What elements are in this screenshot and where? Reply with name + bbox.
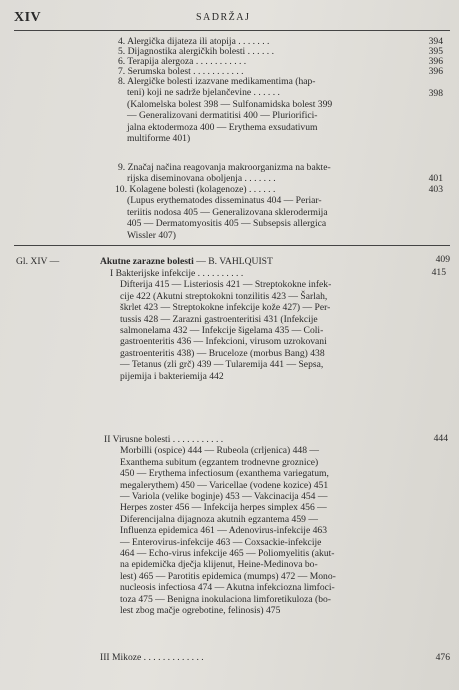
page-ref: 395: [428, 46, 443, 57]
toc-entry-9: 9. Značaj načina reagovanja makroorganizma na bakte- rijska diseminovana oboljenja . . . . . . .: [118, 162, 331, 185]
entry-text: 4. Alergička dijateza ili atopija . . . . . . .: [118, 36, 270, 47]
entry-text: 5. Dijagnostika alergičkih bolesti . . . . . .: [118, 46, 274, 57]
header-rule: [14, 30, 450, 31]
toc-entry-8: 8. Alergičke bolesti izazvane medikamentima (hap- teni) koji ne sadrže bjelančevine . . . . . . (Kalomelska bolest 398 — Sulfonamidska bolest 399 — Generalizovani dermatitisi 400 — Pluriorifici- jalna ektodermoza 400 — Erythema exsudativum multiforme 401): [118, 76, 333, 145]
page-ref: 403: [428, 184, 443, 195]
entry-text: 7. Serumska bolest . . . . . . . . . . .: [118, 66, 244, 77]
section-bacterial: I Bakterijske infekcije . . . . . . . . . . Difterija 415 — Listeriosis 421 — Streptokokne infek- cije 422 (Akutni streptokokni tonzilitis 423 — Šarlah, škrlet 423 — Streptokokne infekcije kože 427) — Per- tussis 428 — Zarazni gastroenteritisi 431 (Infekcije salmonelama 432 — Infekcije šigelama 435 — Coli- gastroenteritis 436 — Infekcioni, virusom uzrokovani gastroenteritis 438) — Bruceloze (morbus Bang) 438 — Tetanus (zli grč) 439 — Tularemija 441 — Sepsa, pijemija i bakteriemija 442: [110, 268, 332, 382]
chapter-rule: [14, 245, 450, 246]
page-ref: 409: [435, 254, 450, 265]
page-ref: 444: [433, 433, 448, 444]
page-ref: 401: [428, 173, 443, 184]
chapter-number: Gl. XIV —: [16, 256, 60, 267]
page-ref: 396: [428, 56, 443, 67]
page-ref: 398: [428, 88, 443, 99]
toc-entry-10: 10. Kolagene bolesti (kolagenoze) . . . . . . (Lupus erythematodes disseminatus 404 — Periar- teriitis nodosa 405 — Generalizovana sklerodermija 405 — Dermatomyositis 405 — Subsepsis allergica Wissler 407): [115, 184, 328, 241]
page-ref: 415: [431, 267, 446, 278]
page-ref: 476: [435, 652, 450, 663]
entry-text: 6. Terapija alergoza . . . . . . . . . . .: [118, 56, 247, 67]
page-ref: 394: [428, 36, 443, 47]
page-ref: 396: [428, 66, 443, 77]
chapter-title: Akutne zarazne bolesti — B. VAHLQUIST: [100, 256, 273, 267]
section-viral: II Virusne bolesti . . . . . . . . . . . Morbilli (ospice) 444 — Rubeola (crljenica) 448 — Exanthema subitum (egzantem trodnevne groznice) 450 — Erythema infectiosum (exanthema variegatum, megalerythem) 450 — Varicellae (vodene kozice) 451 — Variola (velike boginje) 453 — Vakcinacija 454 — Herpes zoster 456 — Infekcija herpes simplex 456 — Diferencijalna dijagnoza akutnih egzantema 459 — Influenza epidemica 461 — Adenovirus-infekcije 463 — Enterovirus-infekcije 463 — Coxsackie-infekcije 464 — Echo-virus infekcije 465 — Poliomyelitis (akut- na epidemička dječja klijenut, Heine-Medinova bo- lest) 465 — Parotitis epidemica (mumps) 472 — Mono- nucleosis infectiosa 474 — Akutna infekciozna limfoci- toza 475 — Benigna inokulaciona limforetikuloza (bo- lest zbog mačje ogrebotine, felinosis) 475: [104, 434, 336, 617]
section-mycoses: III Mikoze . . . . . . . . . . . . .: [100, 652, 204, 663]
running-header: SADRŽAJ: [196, 12, 251, 23]
page-number: XIV: [14, 10, 42, 25]
